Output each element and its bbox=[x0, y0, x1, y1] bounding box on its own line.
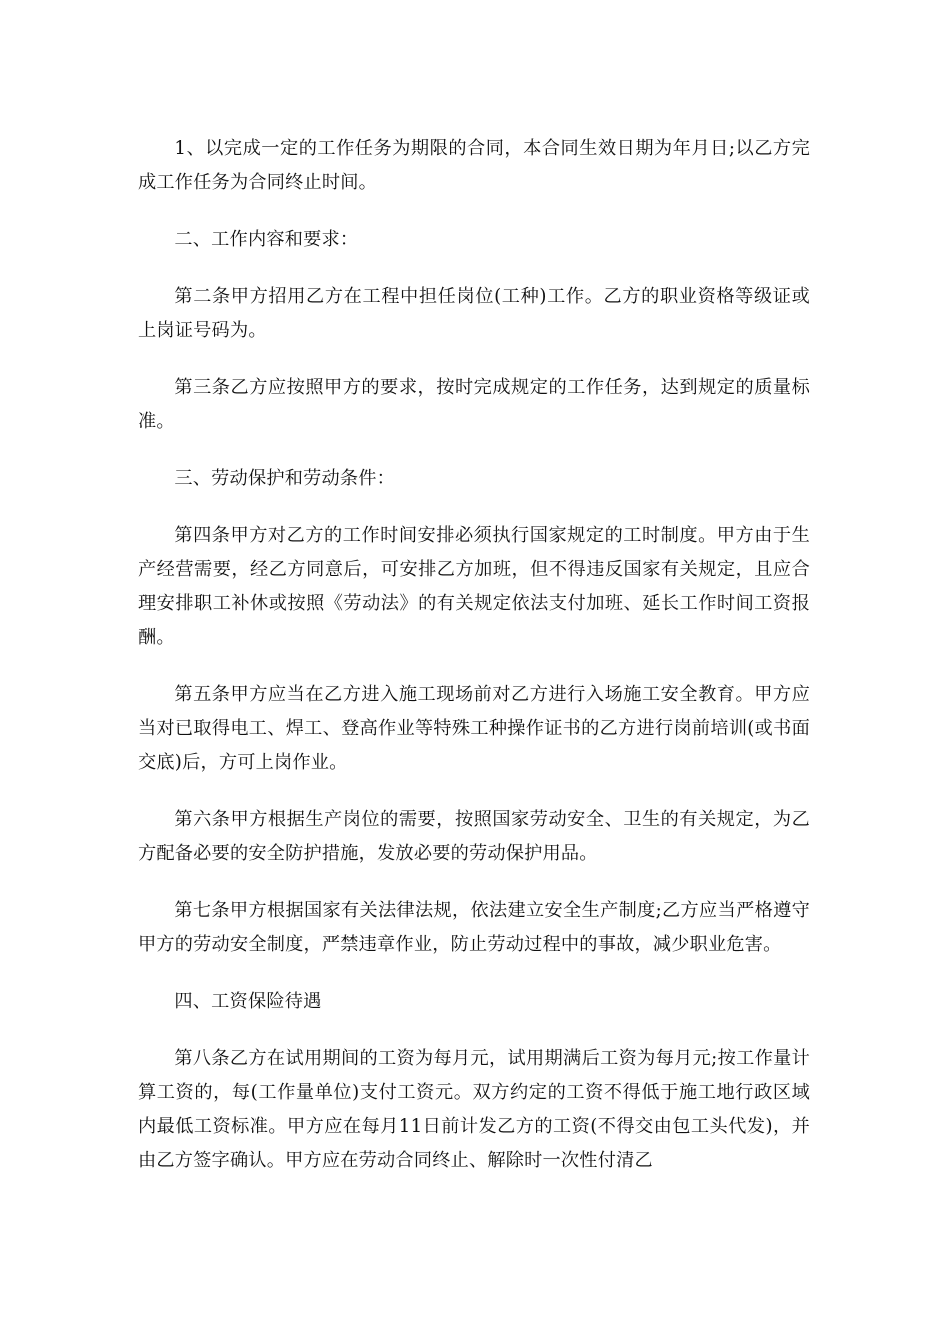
paragraph-article-4: 第四条甲方对乙方的工作时间安排必须执行国家规定的工时制度。甲方由于生产经营需要，经乙方同意后，可安排乙方加班，但不得违反国家有关规定，且应合理安排职工补休或按照《劳动法》的有关规定依法支付加班、延长工作时间工资报酬。 bbox=[138, 525, 810, 648]
paragraph-article-2: 第二条甲方招用乙方在工程中担任岗位(工种)工作。乙方的职业资格等级证或上岗证号码为。 bbox=[138, 286, 810, 341]
section-heading-labor-protection: 三、劳动保护和劳动条件： bbox=[174, 468, 396, 489]
section-heading-work-content: 二、工作内容和要求： bbox=[174, 229, 359, 250]
paragraph-article-3: 第三条乙方应按照甲方的要求，按时完成规定的工作任务，达到规定的质量标准。 bbox=[138, 377, 810, 432]
paragraph-article-8: 第八条乙方在试用期间的工资为每月元，试用期满后工资为每月元;按工作量计算工资的，每(工作量单位)支付工资元。双方约定的工资不得低于施工地行政区域内最低工资标准。甲方应在每月11日前计发乙方的工资(不得交由包工头代发)，并由乙方签字确认。甲方应在劳动合同终止、解除时一次性付清乙 bbox=[138, 1048, 810, 1171]
paragraph-article-5: 第五条甲方应当在乙方进入施工现场前对乙方进行入场施工安全教育。甲方应当对已取得电工、焊工、登高作业等特殊工种操作证书的乙方进行岗前培训(或书面交底)后，方可上岗作业。 bbox=[138, 684, 810, 773]
paragraph-article-6: 第六条甲方根据生产岗位的需要，按照国家劳动安全、卫生的有关规定，为乙方配备必要的安全防护措施，发放必要的劳动保护用品。 bbox=[138, 809, 810, 864]
paragraph-article-7: 第七条甲方根据国家有关法律法规，依法建立安全生产制度;乙方应当严格遵守甲方的劳动安全制度，严禁违章作业，防止劳动过程中的事故，减少职业危害。 bbox=[138, 900, 810, 955]
section-heading-wages-insurance: 四、工资保险待遇 bbox=[174, 991, 322, 1012]
paragraph-term-clause: 1、以完成一定的工作任务为期限的合同，本合同生效日期为年月日;以乙方完成工作任务为合同终止时间。 bbox=[138, 138, 810, 193]
document-body bbox=[138, 132, 810, 1201]
